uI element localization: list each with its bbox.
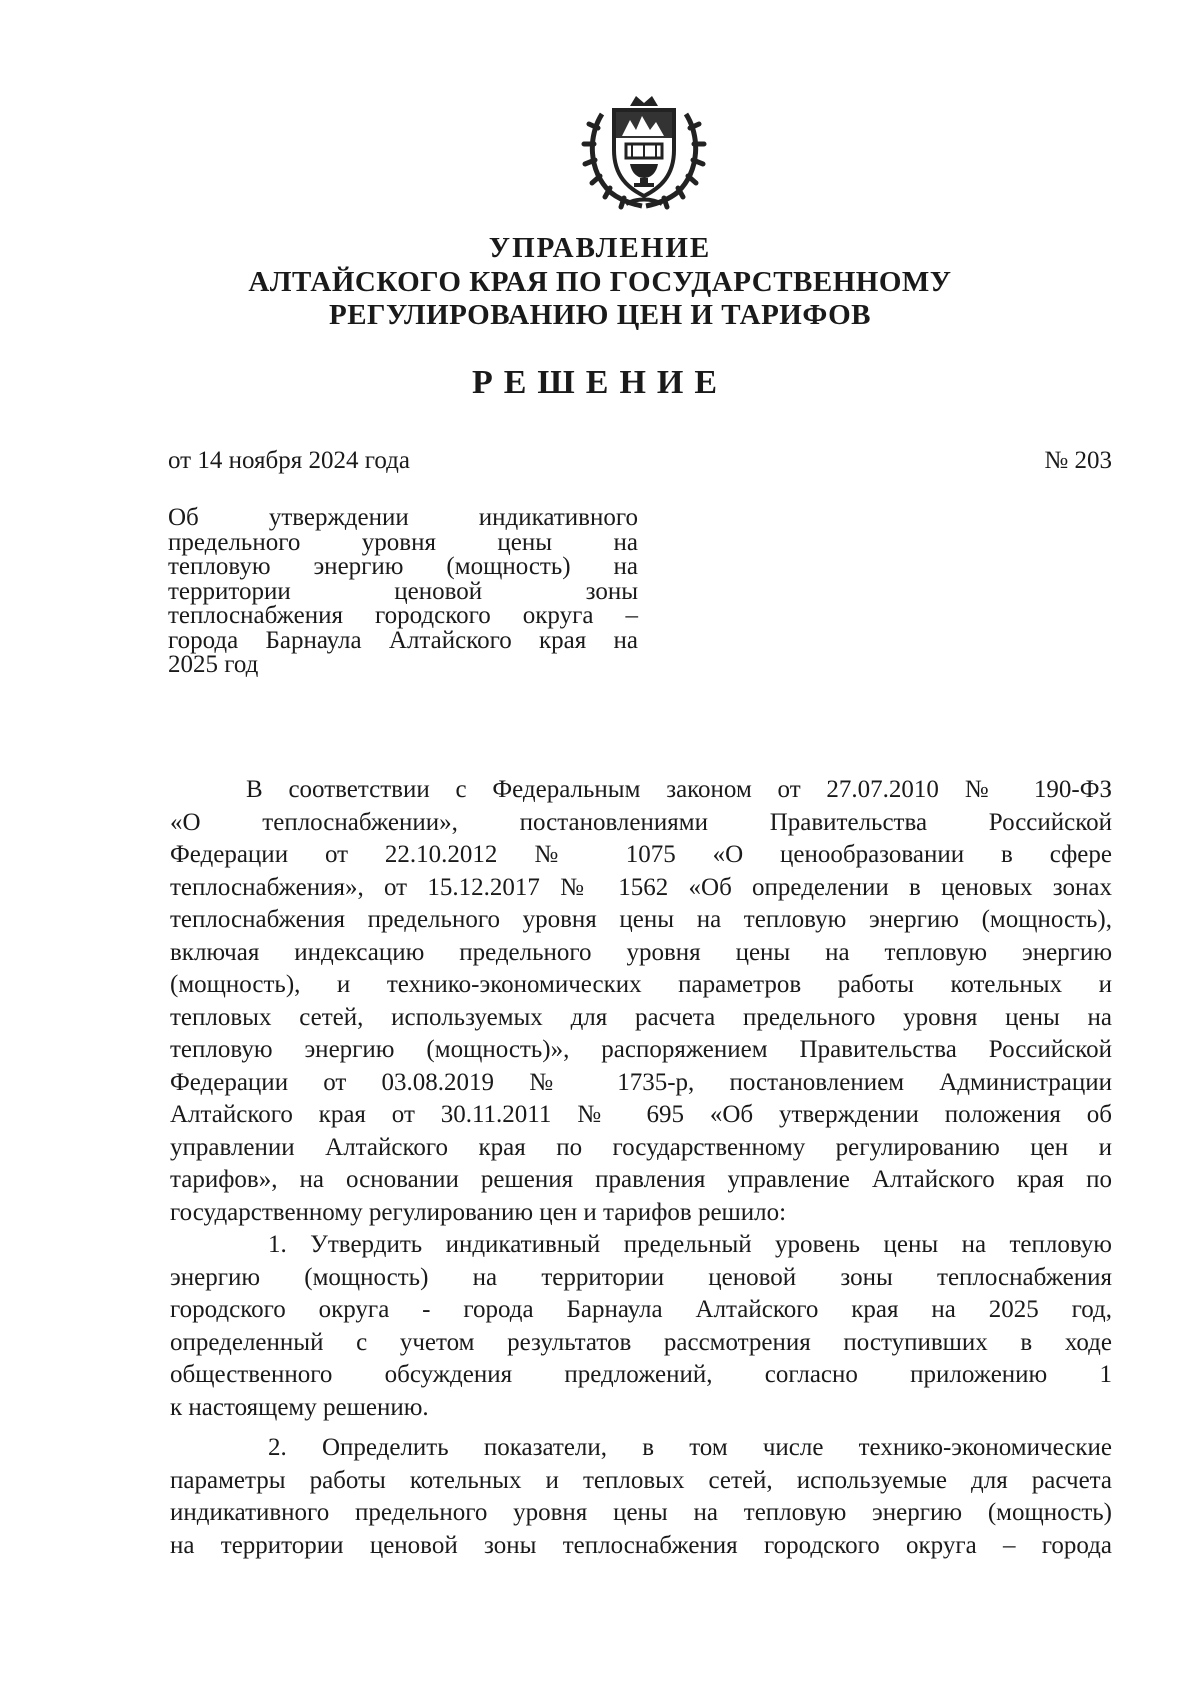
document-number: № 203 (1044, 447, 1112, 474)
body-line: индикативного предельного уровня цены на тепловую энергию (мощность) (170, 1499, 1112, 1526)
body-line: теплоснабжения», от 15.12.2017 № 1562 «Об определении в ценовых зонах (170, 873, 1112, 901)
body-line: общественного обсуждения предложений, согласно приложению 1 (170, 1361, 1112, 1388)
body-line: энергию (мощность) на территории ценовой зоны теплоснабжения (170, 1263, 1112, 1291)
body-line: 1. Утвердить индикативный предельный уровень цены на тепловую (268, 1231, 1112, 1258)
subject-line: 2025 год (168, 651, 259, 678)
body-line: Алтайского края от 30.11.2011 № 695 «Об утверждении положения об (170, 1101, 1112, 1128)
body-line: тарифов», на основании решения правления управление Алтайского края по (170, 1166, 1112, 1193)
document-date: от 14 ноября 2024 года (168, 447, 410, 474)
subject-line: Об утверждении индикативного (168, 504, 638, 531)
body-line: В соответствии с Федеральным законом от 27.07.2010 № 190-ФЗ (246, 776, 1112, 803)
item-1-paragraph (170, 1229, 1112, 1424)
org-name-line-2: АЛТАЙСКОГО КРАЯ ПО ГОСУДАРСТВЕННОМУ (248, 266, 952, 298)
paragraph-gap (170, 1424, 1112, 1432)
preamble-paragraph (170, 774, 1112, 1229)
subject-line: территории ценовой зоны (168, 577, 638, 605)
subject-line: теплоснабжения городского округа – (168, 602, 638, 629)
org-name-line-1: УПРАВЛЕНИЕ (488, 232, 712, 264)
body-line: параметры работы котельных и тепловых сетей, используемые для расчета (170, 1466, 1112, 1494)
body-line: Федерации от 22.10.2012 № 1075 «О ценообразовании в сфере (170, 841, 1112, 868)
body-line: 2. Определить показатели, в том числе технико-экономические (268, 1434, 1112, 1461)
document-body (170, 774, 1112, 1562)
item-2-paragraph (170, 1432, 1112, 1562)
body-line: тепловую энергию (мощность)», распоряжением Правительства Российской (170, 1036, 1112, 1063)
body-line: (мощность), и технико-экономических параметров работы котельных и (170, 971, 1112, 998)
body-line: Федерации от 03.08.2019 № 1735-р, постановлением Администрации (170, 1068, 1112, 1096)
body-line: городского округа - города Барнаула Алтайского края на 2025 год, (170, 1296, 1112, 1323)
body-line: «О теплоснабжении», постановлениями Правительства Российской (170, 808, 1112, 836)
subject-line: предельного уровня цены на (168, 528, 638, 556)
body-line: тепловых сетей, используемых для расчета предельного уровня цены на (170, 1003, 1112, 1031)
document-type-title: РЕШЕНИЕ (471, 364, 729, 401)
coat-of-arms-emblem (580, 88, 708, 212)
body-line: включая индексацию предельного уровня цены на тепловую энергию (170, 938, 1112, 966)
body-line: на территории ценовой зоны теплоснабжения городского округа – города (170, 1531, 1112, 1559)
subject-line: тепловую энергию (мощность) на (168, 553, 638, 580)
body-line: определенный с учетом результатов рассмотрения поступивших в ходе (170, 1328, 1112, 1356)
org-name-line-3: РЕГУЛИРОВАНИЮ ЦЕН И ТАРИФОВ (329, 299, 871, 331)
body-line: к настоящему решению. (170, 1393, 429, 1421)
document-subject (168, 506, 638, 678)
body-line: государственному регулированию цен и тарифов решило: (170, 1198, 787, 1226)
subject-line: города Барнаула Алтайского края на (168, 626, 638, 654)
body-line: теплоснабжения предельного уровня цены на тепловую энергию (мощность), (170, 906, 1112, 933)
body-line: управлении Алтайского края по государственному регулированию цен и (170, 1133, 1112, 1161)
